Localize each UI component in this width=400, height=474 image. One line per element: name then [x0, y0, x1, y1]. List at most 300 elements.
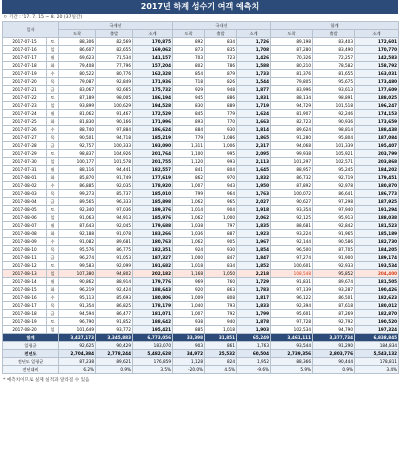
table-row — [3, 78, 399, 86]
table-cell: 887 — [205, 230, 237, 238]
summary-body — [3, 334, 399, 374]
table-cell: 97,940 — [313, 206, 355, 214]
summary-label: 전년대비 — [3, 366, 59, 374]
summary-value: 0.9% — [96, 366, 133, 374]
table-cell: 81,655 — [313, 70, 355, 78]
table-cell: 1,544 — [237, 78, 271, 86]
table-cell: 174,153 — [355, 110, 399, 118]
summary-label: 합계 — [3, 334, 59, 342]
table-cell: 188,642 — [133, 318, 173, 326]
table-cell: 185,010 — [133, 190, 173, 198]
date-cell: 2017-08-12 — [3, 262, 47, 270]
weekday-cell: 토 — [47, 206, 59, 214]
table-cell: 86,825 — [96, 302, 133, 310]
table-cell: 92,394 — [271, 302, 313, 310]
table-cell: 204,400 — [355, 270, 399, 278]
table-cell: 182,351 — [133, 246, 173, 254]
table-cell: 93,354 — [271, 206, 313, 214]
table-cell: 172,601 — [355, 38, 399, 46]
table-cell: 88,134 — [271, 94, 313, 102]
table-cell: 793 — [205, 302, 237, 310]
table-cell: 92,933 — [313, 262, 355, 270]
table-cell: 786 — [205, 62, 237, 70]
table-row — [3, 62, 399, 70]
date-cell: 2017-07-27 — [3, 134, 47, 142]
table-cell: 100,177 — [59, 158, 96, 166]
weekday-cell: 월 — [47, 166, 59, 174]
table-cell: 89,198 — [271, 38, 313, 46]
table-cell: 87,618 — [313, 302, 355, 310]
date-cell: 2017-08-10 — [3, 246, 47, 254]
forecast-table — [2, 21, 399, 374]
header-dom-sub: 소계 — [237, 30, 271, 38]
table-cell: 98,891 — [313, 94, 355, 102]
table-cell: 92,842 — [313, 222, 355, 230]
date-cell: 2017-08-09 — [3, 238, 47, 246]
table-cell: 97,036 — [96, 206, 133, 214]
table-cell: 170,875 — [133, 38, 173, 46]
table-cell: 2,027 — [237, 198, 271, 206]
table-cell: 184,202 — [355, 166, 399, 174]
weekday-cell: 화 — [47, 118, 59, 126]
table-cell: 1,036 — [173, 230, 205, 238]
table-cell: 180,870 — [355, 182, 399, 190]
table-cell: 1,014 — [173, 206, 205, 214]
table-cell: 101,578 — [96, 158, 133, 166]
table-cell: 1,018 — [173, 262, 205, 270]
table-cell: 873 — [173, 46, 205, 54]
summary-value: 60,504 — [237, 350, 271, 358]
table-row — [3, 94, 399, 102]
table-cell: 2,113 — [237, 158, 271, 166]
header-tot-arr: 도착 — [271, 30, 313, 38]
table-cell: 2,317 — [237, 142, 271, 150]
summary-value: 87,238 — [59, 358, 96, 366]
summary-value: -20.0% — [173, 366, 205, 374]
table-cell: 85,870 — [59, 174, 96, 182]
date-cell: 2017-08-06 — [3, 214, 47, 222]
table-cell: 92,246 — [313, 110, 355, 118]
summary-value: 183,070 — [133, 342, 173, 350]
table-cell: 91,900 — [313, 254, 355, 262]
table-cell: 1,120 — [173, 158, 205, 166]
table-cell: 201,764 — [133, 150, 173, 158]
weekday-cell: 금 — [47, 86, 59, 94]
table-cell: 79,408 — [59, 62, 96, 70]
table-cell: 886 — [205, 94, 237, 102]
table-cell: 100,072 — [271, 190, 313, 198]
summary-value: 861 — [205, 342, 237, 350]
table-cell: 78,582 — [313, 62, 355, 70]
date-cell: 2017-07-28 — [3, 142, 47, 150]
table-cell: 100,601 — [271, 262, 313, 270]
table-cell: 203,868 — [355, 158, 399, 166]
table-cell: 173,659 — [355, 118, 399, 126]
table-cell: 186,624 — [133, 126, 173, 134]
table-cell: 100,333 — [96, 142, 133, 150]
date-cell: 2017-08-03 — [3, 190, 47, 198]
table-cell: 179,776 — [133, 278, 173, 286]
table-row — [3, 222, 399, 230]
table-cell: 194,528 — [133, 102, 173, 110]
date-cell: 2017-08-07 — [3, 222, 47, 230]
table-cell: 1,168 — [173, 270, 205, 278]
date-cell: 2017-08-05 — [3, 206, 47, 214]
table-row — [3, 70, 399, 78]
table-cell: 181,523 — [355, 222, 399, 230]
table-cell: 826 — [205, 78, 237, 86]
weekday-cell: 월 — [47, 222, 59, 230]
table-cell: 91,467 — [96, 110, 133, 118]
summary-value: 1,128 — [173, 358, 205, 366]
date-cell: 2017-07-29 — [3, 150, 47, 158]
table-cell: 965 — [205, 198, 237, 206]
table-cell: 1,878 — [237, 318, 271, 326]
summary-value: 5,543,132 — [355, 350, 399, 358]
table-cell: 723 — [205, 54, 237, 62]
table-cell: 98,837 — [59, 150, 96, 158]
table-row — [3, 310, 399, 318]
table-cell: 1,923 — [237, 230, 271, 238]
table-cell: 90,627 — [271, 198, 313, 206]
table-cell: 187,925 — [355, 198, 399, 206]
table-cell: 104,926 — [96, 150, 133, 158]
table-cell: 799 — [173, 190, 205, 198]
table-cell: 94,729 — [271, 102, 313, 110]
table-row — [3, 150, 399, 158]
table-row — [3, 206, 399, 214]
table-cell: 141,157 — [133, 54, 173, 62]
table-cell: 99,583 — [59, 262, 96, 270]
table-cell: 94,068 — [271, 142, 313, 150]
weekday-cell: 수 — [47, 294, 59, 302]
table-cell: 193,534 — [355, 262, 399, 270]
weekday-cell: 목 — [47, 246, 59, 254]
table-cell: 1,050 — [205, 270, 237, 278]
summary-value: 176,859 — [133, 358, 173, 366]
summary-value: 3.4% — [355, 366, 399, 374]
weekday-cell: 토 — [47, 38, 59, 46]
table-cell: 863 — [205, 286, 237, 294]
table-row — [3, 38, 399, 46]
table-row — [3, 54, 399, 62]
table-cell: 82,569 — [96, 38, 133, 46]
date-cell: 2017-07-22 — [3, 94, 47, 102]
table-cell: 94,594 — [59, 310, 96, 318]
page-title: 2017년 하계 성수기 여객 예측치 — [2, 0, 398, 14]
table-cell: 95,576 — [59, 246, 96, 254]
table-cell: 87,705 — [313, 246, 355, 254]
table-cell: 1,814 — [237, 126, 271, 134]
table-row — [3, 46, 399, 54]
table-cell: 94,718 — [96, 134, 133, 142]
date-cell: 2017-07-19 — [3, 70, 47, 78]
table-row — [3, 294, 399, 302]
table-cell: 96,790 — [59, 318, 96, 326]
table-cell: 95,675 — [313, 78, 355, 86]
table-row — [3, 182, 399, 190]
header-tot-dep: 출발 — [313, 30, 355, 38]
table-cell: 90,501 — [59, 134, 96, 142]
table-row — [3, 102, 399, 110]
summary-value: 3,377,734 — [313, 334, 355, 342]
date-cell: 2017-07-16 — [3, 46, 47, 54]
summary-value: 93,544 — [271, 342, 313, 350]
table-cell: 1,903 — [237, 326, 271, 334]
date-cell: 2017-07-26 — [3, 126, 47, 134]
table-cell: 970 — [205, 174, 237, 182]
table-cell: 1,062 — [173, 198, 205, 206]
weekday-cell: 토 — [47, 94, 59, 102]
summary-value: 2,803,776 — [313, 350, 355, 358]
table-cell: 92,340 — [59, 206, 96, 214]
summary-value: 65,249 — [237, 334, 271, 342]
table-row — [3, 158, 399, 166]
weekday-cell: 금 — [47, 142, 59, 150]
summary-value: 90,429 — [96, 342, 133, 350]
table-cell: 993 — [205, 158, 237, 166]
header-date: 일자 — [3, 22, 59, 38]
table-cell: 1,624 — [237, 110, 271, 118]
table-cell: 88,957 — [271, 166, 313, 174]
table-cell: 177,619 — [133, 174, 173, 182]
table-cell: 96,219 — [59, 286, 96, 294]
table-cell: 185,976 — [133, 214, 173, 222]
table-cell: 90,936 — [313, 118, 355, 126]
summary-value: 3,427,173 — [59, 334, 96, 342]
table-cell: 92,125 — [271, 214, 313, 222]
table-cell: 88,681 — [271, 222, 313, 230]
table-cell: 89,674 — [313, 278, 355, 286]
table-cell: 201,755 — [133, 158, 173, 166]
summary-value: 6,838,845 — [355, 334, 399, 342]
weekday-cell: 목 — [47, 134, 59, 142]
table-cell: 1,086 — [205, 134, 237, 142]
table-cell: 86,885 — [59, 182, 96, 190]
table-cell: 91,078 — [96, 230, 133, 238]
table-cell: 1,009 — [173, 294, 205, 302]
table-cell: 180,012 — [355, 302, 399, 310]
summary-value: 178,811 — [355, 358, 399, 366]
table-cell: 91,965 — [313, 230, 355, 238]
table-cell: 95,804 — [313, 134, 355, 142]
weekday-cell: 목 — [47, 302, 59, 310]
summary-row — [3, 366, 399, 374]
table-cell: 183,266 — [133, 230, 173, 238]
table-cell: 2,095 — [237, 150, 271, 158]
table-cell: 87,189 — [59, 94, 96, 102]
table-row — [3, 302, 399, 310]
table-cell: 182,730 — [355, 238, 399, 246]
summary-value: 6,773,056 — [133, 334, 173, 342]
table-cell: 86,775 — [96, 246, 133, 254]
table-cell: 96,274 — [59, 254, 96, 262]
table-cell: 904 — [205, 206, 237, 214]
table-cell: 969 — [173, 278, 205, 286]
weekday-cell: 화 — [47, 230, 59, 238]
table-cell: 81,376 — [271, 70, 313, 78]
weekday-cell: 금 — [47, 254, 59, 262]
summary-value: 0.9% — [313, 366, 355, 374]
weekday-cell: 월 — [47, 110, 59, 118]
table-cell: 86,607 — [59, 46, 96, 54]
table-cell: 97,884 — [96, 126, 133, 134]
table-cell: 93,899 — [59, 102, 96, 110]
table-cell: 1,763 — [237, 190, 271, 198]
table-cell: 97,298 — [313, 198, 355, 206]
table-cell: 1,852 — [237, 262, 271, 270]
table-cell: 182,870 — [355, 310, 399, 318]
table-cell: 197,324 — [355, 326, 399, 334]
weekday-cell: 일 — [47, 326, 59, 334]
table-cell: 69,623 — [59, 54, 96, 62]
table-cell: 89,565 — [59, 198, 96, 206]
table-cell: 879 — [205, 70, 237, 78]
table-cell: 1,733 — [237, 70, 271, 78]
table-cell: 77,796 — [96, 62, 133, 70]
table-cell: 79,087 — [59, 78, 96, 86]
table-cell: 893 — [173, 118, 205, 126]
table-cell: 87,643 — [59, 222, 96, 230]
table-cell: 98,005 — [96, 94, 133, 102]
table-cell: 173,480 — [355, 78, 399, 86]
header-dom-arr: 도착 — [173, 30, 205, 38]
table-cell: 1,817 — [237, 294, 271, 302]
summary-value: 89,621 — [96, 358, 133, 366]
summary-value: 1,763 — [237, 342, 271, 350]
header-domestic: 국내선 — [173, 22, 271, 30]
weekday-cell: 월 — [47, 54, 59, 62]
table-cell: 845 — [173, 110, 205, 118]
weekday-cell: 토 — [47, 150, 59, 158]
table-cell: 180,763 — [133, 238, 173, 246]
table-cell: 182,557 — [133, 166, 173, 174]
footnote: * 예측치이므로 실제 실적과 달라질 수 있음 — [3, 378, 90, 383]
table-row — [3, 278, 399, 286]
table-cell: 1,000 — [173, 254, 205, 262]
table-cell: 1,799 — [237, 310, 271, 318]
table-cell: 171,936 — [133, 78, 173, 86]
table-row — [3, 198, 399, 206]
header-intl-sub: 소계 — [133, 30, 173, 38]
table-cell: 91,749 — [96, 174, 133, 182]
date-cell: 2017-08-01 — [3, 174, 47, 182]
table-cell: 91,354 — [59, 302, 96, 310]
table-cell: 72,257 — [313, 54, 355, 62]
table-cell: 1,719 — [237, 102, 271, 110]
table-cell: 82,723 — [271, 118, 313, 126]
date-cell: 2017-07-18 — [3, 62, 47, 70]
summary-value: 2,778,244 — [96, 350, 133, 358]
table-row — [3, 318, 399, 326]
table-cell: 779 — [205, 110, 237, 118]
table-cell: 71,534 — [96, 54, 133, 62]
table-row — [3, 246, 399, 254]
summary-value: 25,532 — [205, 350, 237, 358]
table-cell: 99,273 — [59, 190, 96, 198]
summary-value: 3,345,883 — [96, 334, 133, 342]
summary-label: 일평균 — [3, 342, 59, 350]
table-cell: 189,376 — [133, 206, 173, 214]
header-intl-arr: 도착 — [59, 30, 96, 38]
table-cell: 718 — [173, 78, 205, 86]
table-cell: 92,144 — [271, 238, 313, 246]
table-row — [3, 214, 399, 222]
table-cell: 93,224 — [271, 230, 313, 238]
table-cell: 85,693 — [96, 294, 133, 302]
weekday-cell: 목 — [47, 78, 59, 86]
summary-value: 3,461,111 — [271, 334, 313, 342]
summary-value: 91,290 — [313, 342, 355, 350]
table-cell: 98,814 — [313, 126, 355, 134]
date-cell: 2017-07-17 — [3, 54, 47, 62]
weekday-cell: 일 — [47, 270, 59, 278]
table-cell: 97,274 — [271, 254, 313, 262]
table-cell: 885 — [173, 326, 205, 334]
table-cell: 94,913 — [96, 214, 133, 222]
summary-row — [3, 358, 399, 366]
table-cell: 94,802 — [96, 270, 133, 278]
table-cell: 779 — [173, 134, 205, 142]
table-cell: 193,090 — [133, 142, 173, 150]
table-row — [3, 238, 399, 246]
weekday-cell: 화 — [47, 174, 59, 182]
table-cell: 995 — [205, 150, 237, 158]
table-cell: 91,082 — [59, 238, 96, 246]
table-cell: 797 — [205, 222, 237, 230]
table-cell: 905 — [205, 238, 237, 246]
table-cell: 95,601 — [271, 310, 313, 318]
header-intl-dep: 출발 — [96, 30, 133, 38]
table-cell: 188,643 — [133, 286, 173, 294]
weekday-cell: 토 — [47, 318, 59, 326]
table-cell: 202,182 — [133, 270, 173, 278]
table-cell: 86,477 — [96, 310, 133, 318]
weekday-cell: 화 — [47, 286, 59, 294]
table-row — [3, 110, 399, 118]
table-cell: 948 — [205, 86, 237, 94]
table-row — [3, 86, 399, 94]
summary-value: 6.2% — [59, 366, 96, 374]
weekday-cell: 일 — [47, 102, 59, 110]
table-cell: 92,719 — [313, 174, 355, 182]
summary-value: 92,625 — [59, 342, 96, 350]
table-cell: 834 — [205, 38, 237, 46]
table-cell: 1,588 — [237, 62, 271, 70]
summary-label: 전년도 — [3, 350, 59, 358]
table-cell: 2,062 — [237, 214, 271, 222]
table-cell: 83,490 — [313, 46, 355, 54]
table-cell: 86,641 — [313, 190, 355, 198]
table-row — [3, 262, 399, 270]
table-cell: 96,333 — [96, 198, 133, 206]
table-cell: 862 — [173, 174, 205, 182]
table-cell: 91,852 — [96, 318, 133, 326]
table-cell: 185,219 — [133, 134, 173, 142]
weekday-cell: 수 — [47, 182, 59, 190]
table-cell: 181,071 — [133, 310, 173, 318]
table-cell: 101,649 — [59, 326, 96, 334]
table-cell: 889 — [205, 102, 237, 110]
table-cell: 187,327 — [133, 254, 173, 262]
table-cell: 185,898 — [133, 198, 173, 206]
table-header — [3, 22, 399, 38]
table-cell: 195,407 — [355, 142, 399, 150]
table-row — [3, 134, 399, 142]
table-cell: 884 — [173, 126, 205, 134]
table-cell: 1,831 — [237, 94, 271, 102]
table-cell: 1,038 — [173, 222, 205, 230]
